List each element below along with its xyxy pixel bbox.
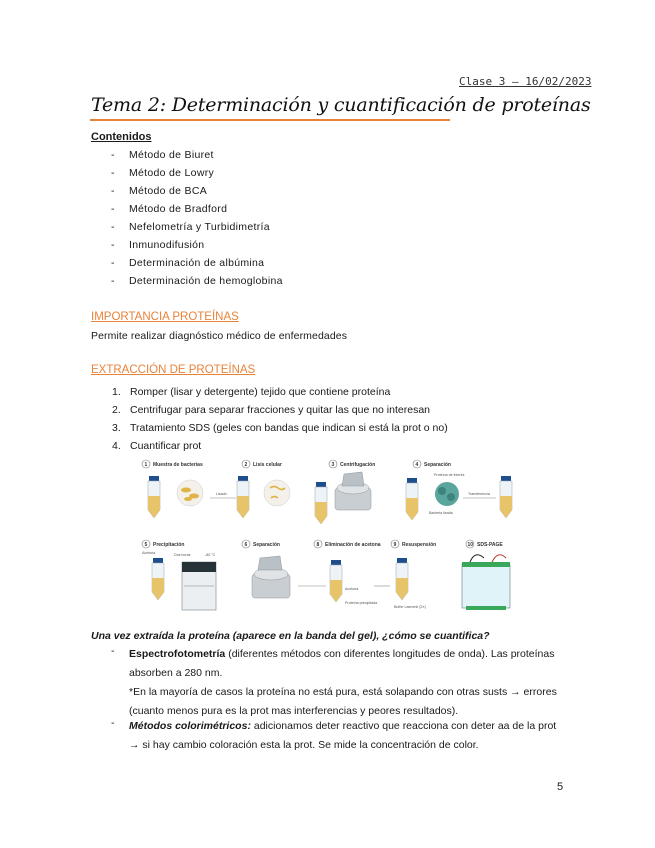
list-item: - Determinación de hemoglobina bbox=[111, 275, 283, 287]
svg-text:Buffer Laemmli (2X): Buffer Laemmli (2X) bbox=[394, 605, 426, 609]
list-item: - Método de Biuret bbox=[111, 149, 214, 161]
contents-list bbox=[111, 146, 411, 290]
title-underline bbox=[90, 119, 450, 121]
page-number: 5 bbox=[557, 781, 564, 793]
svg-text:9: 9 bbox=[393, 541, 397, 548]
svg-text:-80 °C: -80 °C bbox=[205, 553, 216, 557]
svg-text:Resuspensión: Resuspensión bbox=[402, 542, 437, 548]
page-title: Tema 2: Determinación y cuantificación de proteínas bbox=[91, 94, 591, 116]
list-item: 2. Centrifugar para separar fracciones y quitar las que no interesan bbox=[112, 404, 430, 416]
list-item: - Inmunodifusión bbox=[111, 239, 205, 251]
step-3 bbox=[315, 460, 375, 524]
svg-text:Dos horas: Dos horas bbox=[174, 553, 191, 557]
svg-text:Precipitación: Precipitación bbox=[153, 542, 185, 548]
colorimetric-label: Métodos colorimétricos: bbox=[129, 720, 251, 732]
list-item: - Método de Bradford bbox=[111, 203, 228, 215]
protein-extraction-diagram bbox=[140, 458, 535, 616]
list-item: - Determinación de albúmina bbox=[111, 257, 265, 269]
bullet-spectrophotometry: - Espectrofotometría (diferentes métodos con diferentes longitudes de onda). Las proteínas absorben a 280 nm. *En la mayoría de casos la proteína no está pura, está solapando con otras susts → errores (cuanto menos pura es la prot mas interferencias y peores resultados). bbox=[111, 645, 591, 740]
step-10 bbox=[462, 540, 510, 610]
svg-text:2: 2 bbox=[244, 461, 248, 468]
extraction-heading: EXTRACCIÓN DE PROTEÍNAS bbox=[91, 364, 256, 376]
importance-text: Permite realizar diagnóstico médico de enfermedades bbox=[91, 330, 348, 342]
spectrophotometry-text: (diferentes métodos con diferentes longitudes de onda). Las proteínas absorben a 280 nm. bbox=[129, 648, 555, 679]
svg-text:Acetona: Acetona bbox=[345, 587, 359, 591]
spectrophotometry-label: Espectrofotometría bbox=[129, 648, 226, 660]
list-item: 3. Tratamiento SDS (geles con bandas que indican si está la prot o no) bbox=[112, 422, 448, 434]
svg-text:Transferencia: Transferencia bbox=[468, 492, 490, 496]
step-2 bbox=[210, 460, 290, 518]
list-item: - Método de Lowry bbox=[111, 167, 215, 179]
svg-text:4: 4 bbox=[415, 461, 419, 468]
svg-text:Centrifugación: Centrifugación bbox=[340, 462, 376, 468]
svg-text:Muestra de bacterias: Muestra de bacterias bbox=[153, 462, 203, 468]
svg-text:1: 1 bbox=[144, 461, 148, 468]
class-date: Clase 3 – 16/02/2023 bbox=[459, 75, 592, 88]
contents-heading: Contenidos bbox=[91, 131, 152, 143]
svg-text:Separación: Separación bbox=[424, 462, 451, 468]
step-8 bbox=[298, 540, 381, 605]
extraction-steps bbox=[112, 383, 532, 455]
svg-text:3: 3 bbox=[331, 461, 335, 468]
svg-text:Separación: Separación bbox=[253, 542, 280, 548]
svg-text:Eliminación de acetona: Eliminación de acetona bbox=[325, 542, 381, 548]
svg-text:10: 10 bbox=[467, 541, 474, 548]
svg-text:Lisado: Lisado bbox=[216, 492, 227, 496]
svg-text:SDS-PAGE: SDS-PAGE bbox=[477, 542, 503, 548]
step-1 bbox=[142, 460, 203, 518]
list-item: - Método de BCA bbox=[111, 185, 208, 197]
bullet-colorimetric: - Métodos colorimétricos: adicionamos deter reactivo que reacciona con deter aa de la prot → si hay cambio coloración esta la prot. Se mide la concentración de color. bbox=[111, 717, 557, 751]
quantification-question: Una vez extraída la proteína (aparece en la banda del gel), ¿cómo se cuantifica? bbox=[91, 630, 490, 642]
step-9 bbox=[374, 540, 436, 609]
step-6 bbox=[242, 540, 290, 598]
svg-text:6: 6 bbox=[244, 541, 248, 548]
step-4 bbox=[406, 460, 512, 520]
spectrophotometry-note: *En la mayoría de casos la proteína no está pura, está solapando con otras susts → errores (cuanto menos pura es la prot mas interferencias y peores resultados). bbox=[129, 686, 557, 717]
svg-text:Lisis celular: Lisis celular bbox=[253, 462, 282, 468]
step-5 bbox=[142, 540, 216, 610]
svg-text:Proteína precipitada: Proteína precipitada bbox=[345, 601, 378, 605]
svg-text:8: 8 bbox=[316, 541, 320, 548]
list-item: 1. Romper (lisar y detergente) tejido que contiene proteína bbox=[112, 386, 391, 398]
list-item: - Nefelometría y Turbidimetría bbox=[111, 221, 270, 233]
svg-text:Acetona: Acetona bbox=[142, 551, 156, 555]
svg-text:Bacteria lisada: Bacteria lisada bbox=[429, 511, 453, 515]
importance-heading: IMPORTANCIA PROTEÍNAS bbox=[91, 311, 239, 323]
svg-text:5: 5 bbox=[144, 541, 148, 548]
list-item: 4. Cuantificar prot bbox=[112, 440, 202, 452]
svg-text:Proteína de interés: Proteína de interés bbox=[434, 473, 465, 477]
colorimetric-text: adicionamos deter reactivo que reacciona con deter aa de la prot → si hay cambio coloración esta la prot. Se mide la concentración de color. bbox=[129, 720, 557, 751]
